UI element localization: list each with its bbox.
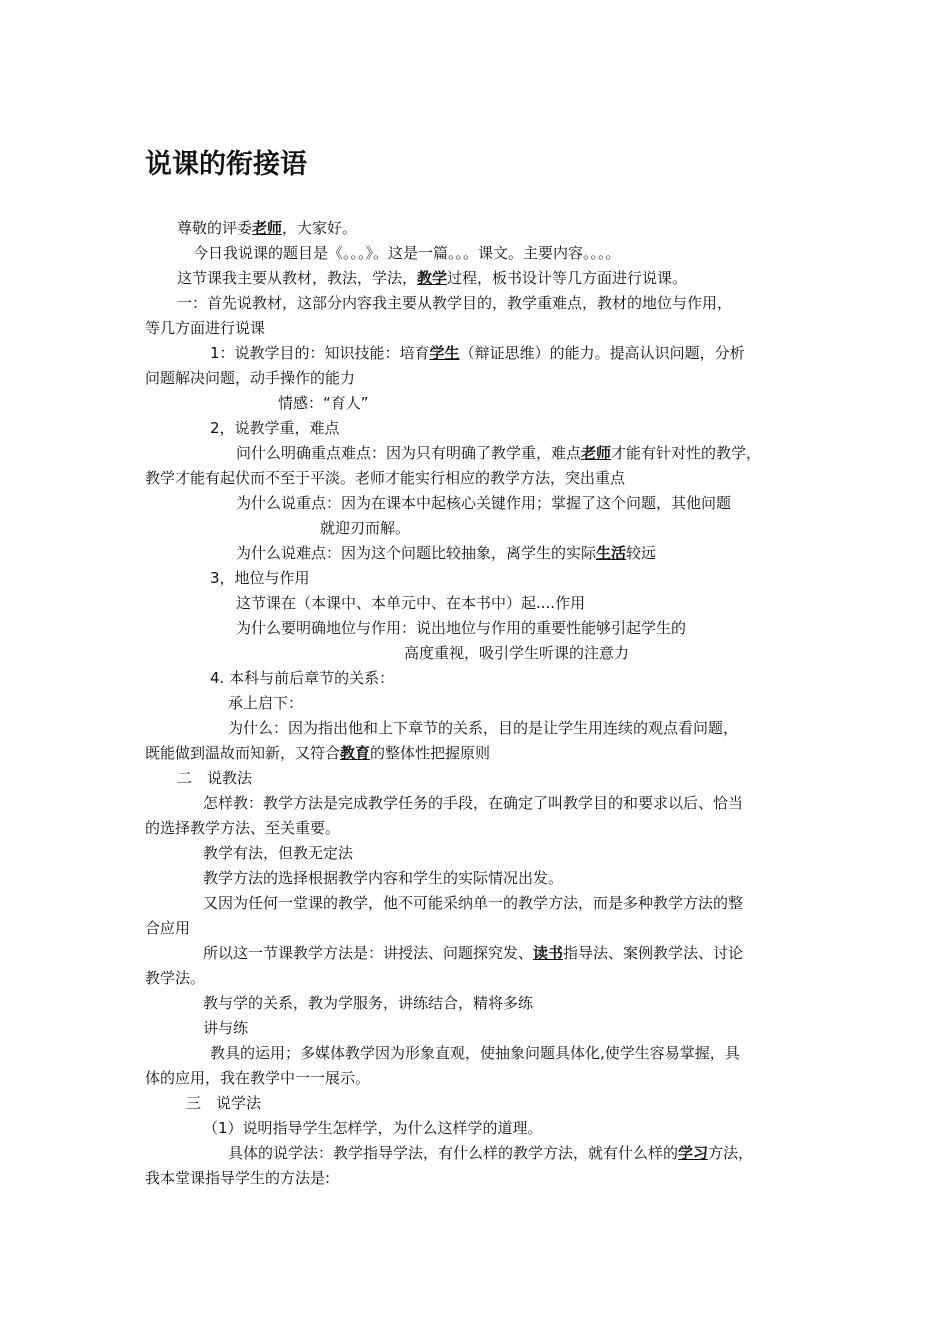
paragraph-line: 体的应用，我在教学中一一展示。 [145,1069,371,1087]
section-heading: 三 说学法 [186,1094,262,1112]
paragraph-line: 问题解决问题，动手操作的能力 [145,369,356,387]
paragraph-line: 高度重视，吸引学生听课的注意力 [404,644,630,662]
paragraph-line: 承上启下： [228,694,304,712]
keyword-link[interactable]: 学习 [678,1144,709,1162]
paragraph-line: 合应用 [145,919,191,937]
keyword-link[interactable]: 老师 [252,219,283,237]
paragraph-line: 教学法。 [145,969,206,987]
paragraph-line [236,444,761,462]
paragraph-line: 的选择教学方法、至关重要。 [145,819,341,837]
line-text: 具体的说学法：教学指导学法，有什么样的教学方法，就有什么样的 [228,1144,679,1162]
line-text: 较远 [626,544,657,562]
line-text: ，大家好。 [282,219,358,237]
paragraph-line [228,1144,753,1162]
paragraph-line: 今日我说课的题目是《。。。》。这是一篇。。。课文。主要内容。。。。 [193,244,621,262]
line-text: 为什么说难点：因为这个问题比较抽象，离学生的实际 [236,544,597,562]
paragraph-line: 我本堂课指导学生的方法是: [145,1169,331,1187]
paragraph-line: 情感：“育人” [278,394,369,412]
line-text: 过程，板书设计等几方面进行说课。 [447,269,688,287]
line-text: 所以这一节课教学方法是：讲授法、问题探究发、 [203,944,534,962]
paragraph-line: 教具的运用；多媒体教学因为形象直观，使抽象问题具体化,使学生容易掌握，具 [210,1044,740,1062]
paragraph-line: 教学有法，但教无定法 [203,844,354,862]
paragraph-line: 为什么要明确地位与作用：说出地位与作用的重要性能够引起学生的 [236,619,687,637]
line-text: 这节课我主要从教材，教法，学法， [177,269,418,287]
line-text: 尊敬的评委 [177,219,253,237]
paragraph-line: 等几方面进行说课 [145,319,266,337]
paragraph-line [145,744,490,762]
paragraph-line: 就迎刃而解。 [320,519,411,537]
paragraph-line: 一：首先说教材，这部分内容我主要从教学目的，教学重难点，教材的地位与作用， [177,294,733,312]
paragraph-line: 为什么说重点：因为在课本中起核心关键作用；掌握了这个问题，其他问题 [236,494,732,512]
line-text: 才能有针对性的教学， [611,444,762,462]
section-heading: 二 说教法 [177,769,253,787]
paragraph-line: 4. 本科与前后章节的关系： [210,669,395,687]
paragraph-line: 又因为任何一堂课的教学，他不可能采纳单一的教学方法，而是多种教学方法的整 [203,894,744,912]
paragraph-line: 教与学的关系，教为学服务，讲练结合，精将多练 [203,994,534,1012]
keyword-link[interactable]: 读书 [533,944,564,962]
paragraph-line: 2，说教学重，难点 [210,419,340,437]
paragraph-line [210,344,745,362]
keyword-link[interactable]: 学生 [429,344,460,362]
paragraph-line: （1）说明指导学生怎样学，为什么这样学的道理。 [203,1119,543,1137]
paragraph-line: 教学方法的选择根据教学内容和学生的实际情况出发。 [203,869,564,887]
keyword-link[interactable]: 生活 [596,544,627,562]
keyword-link[interactable]: 教学 [417,269,448,287]
line-text: 问什么明确重点难点：因为只有明确了教学重，难点 [236,444,582,462]
paragraph-line [177,219,357,237]
paragraph-line: 教学才能有起伏而不至于平淡。老师才能实行相应的教学方法，突出重点 [145,469,626,487]
keyword-link[interactable]: 老师 [581,444,612,462]
line-text: 的整体性把握原则 [370,744,491,762]
paragraph-line: 讲与练 [203,1019,249,1037]
line-text: 1：说教学目的：知识技能：培育 [210,344,430,362]
paragraph-line [203,944,743,962]
line-text: 方法， [708,1144,754,1162]
line-text: （辩证思维）的能力。提高认识问题，分析 [459,344,745,362]
paragraph-line [236,544,656,562]
paragraph-line: 为什么：因为指出他和上下章节的关系，目的是让学生用连续的观点看问题， [228,719,739,737]
paragraph-line: 这节课在（本课中、本单元中、在本书中）起....作用 [236,594,586,612]
document-title: 说课的衔接语 [145,149,307,180]
line-text: 指导法、案例教学法、讨论 [563,944,744,962]
paragraph-line: 3，地位与作用 [210,569,310,587]
paragraph-line: 怎样教：教学方法是完成教学任务的手段，在确定了叫教学目的和要求以后、恰当 [203,794,744,812]
keyword-link[interactable]: 教育 [340,744,371,762]
line-text: 既能做到温故而知新，又符合 [145,744,341,762]
paragraph-line [177,269,687,287]
